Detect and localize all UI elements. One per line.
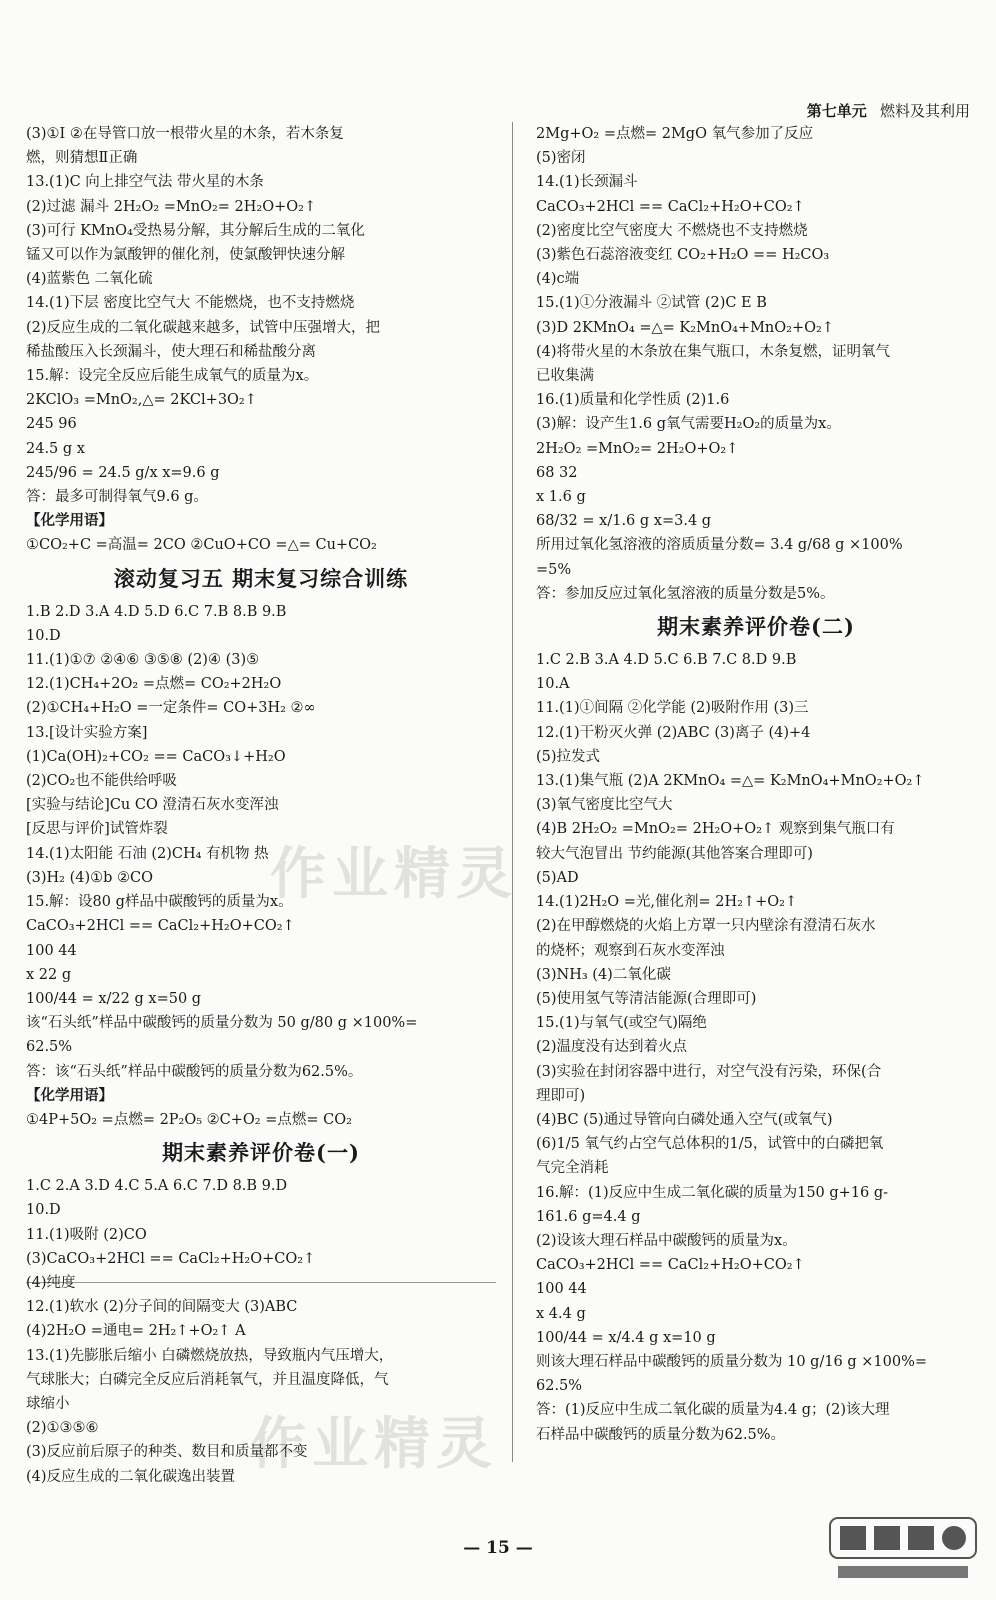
answer-line: (3)①Ⅰ ②在导管口放一根带火星的木条，若木条复 xyxy=(26,126,344,142)
answer-line: (3)D 2KMnO₄ =△= K₂MnO₄+MnO₂+O₂↑ xyxy=(536,319,834,336)
answer-line: 13.(1)集气瓶 (2)A 2KMnO₄ =△= K₂MnO₄+MnO₂+O₂↑ xyxy=(536,773,925,790)
answer-line: 答：最多可制得氧气9.6 g。 xyxy=(26,489,208,506)
answer-line: 较大气泡冒出 节约能源(其他答案合理即可) xyxy=(536,845,813,862)
answer-line: 稀盐酸压入长颈漏斗，使大理石和稀盐酸分离 xyxy=(26,343,316,360)
answer-line: 245/96 = 24.5 g/x x=9.6 g xyxy=(26,464,220,481)
answer-line: 15.解：设80 g样品中碳酸钙的质量为x。 xyxy=(26,894,293,911)
answer-line: (5)使用氢气等清洁能源(合理即可) xyxy=(536,990,757,1007)
answer-line: 该“石头纸”样品中碳酸钙的质量分数为 50 g/80 g ×100%= xyxy=(26,1015,418,1032)
answer-line: [实验与结论]Cu CO 澄清石灰水变浑浊 xyxy=(26,797,279,814)
answer-line: 石样品中碳酸钙的质量分数为62.5%。 xyxy=(536,1426,786,1443)
answer-line: (2)密度比空气密度大 不燃烧也不支持燃烧 xyxy=(536,222,808,239)
answer-line: (2)①③⑤⑥ xyxy=(26,1420,99,1437)
answer-line: 12.(1)软水 (2)分子间的间隔变大 (3)ABC xyxy=(26,1299,298,1316)
answer-line: (6)1/5 氧气约占空气总体积的1/5，试管中的白磷把氧 xyxy=(536,1136,884,1153)
answer-line: 12.(1)干粉灭火弹 (2)ABC (3)离子 (4)+4 xyxy=(536,724,811,741)
answer-line: (4)纯度 xyxy=(26,1274,76,1291)
answer-line: 15.(1)与氧气(或空气)隔绝 xyxy=(536,1015,707,1032)
answer-line: (2)在甲醇燃烧的火焰上方罩一只内壁涂有澄清石灰水 xyxy=(536,918,876,935)
right-column xyxy=(536,122,976,1447)
answer-line: (3)可行 KMnO₄受热易分解，其分解后生成的二氧化 xyxy=(26,222,365,239)
answer-line: 100/44 = x/4.4 g x=10 g xyxy=(536,1329,716,1346)
watermark-text-2: 作业精灵 xyxy=(250,1411,498,1477)
section-title: 期末素养评价卷(一) xyxy=(162,1140,360,1166)
answer-line: 62.5% xyxy=(536,1378,583,1395)
unit-title: 第七单元 xyxy=(806,102,867,120)
answer-line: 10.D xyxy=(26,1202,61,1219)
answer-line: 15.解：设完全反应后能生成氧气的质量为x。 xyxy=(26,368,319,385)
answer-line: (3)H₂ (4)①b ②CO xyxy=(26,869,154,886)
answer-line: (4)反应生成的二氧化碳逸出装置 xyxy=(26,1468,236,1485)
answer-line: (3)氧气密度比空气大 xyxy=(536,797,673,814)
answer-line: 100/44 = x/22 g x=50 g xyxy=(26,990,202,1007)
column-divider xyxy=(512,122,513,1462)
answer-line: [反思与评价]试管炸裂 xyxy=(26,821,168,838)
answer-line: 68 32 xyxy=(536,464,578,481)
answer-line: (4)将带火星的木条放在集气瓶口，木条复燃，证明氧气 xyxy=(536,343,891,360)
answer-line: 14.(1)长颈漏斗 xyxy=(536,174,638,191)
answer-line: 100 44 xyxy=(26,942,77,959)
answer-line: 气球胀大；白磷完全反应后消耗氧气，并且温度降低，气 xyxy=(26,1371,389,1388)
answer-line: =5% xyxy=(536,561,572,578)
answer-line: 11.(1)①间隔 ②化学能 (2)吸附作用 (3)三 xyxy=(536,700,809,717)
answer-line: (5)AD xyxy=(536,869,579,886)
answer-line: CaCO₃+2HCl == CaCl₂+H₂O+CO₂↑ xyxy=(536,198,805,215)
answer-line: (3)反应前后原子的种类、数目和质量都不变 xyxy=(26,1444,308,1461)
unit-name: 燃料及其利用 xyxy=(879,102,970,120)
answer-line: 【化学用语】 xyxy=(26,512,113,530)
answer-line: (4)BC (5)通过导管向白磷处通入空气(或氧气) xyxy=(536,1111,833,1128)
answer-line: (2)CO₂也不能供给呼吸 xyxy=(26,773,177,790)
page-header xyxy=(807,100,970,121)
answer-line: (3)解：设产生1.6 g氧气需要H₂O₂的质量为x。 xyxy=(536,416,841,433)
answer-line: 161.6 g=4.4 g xyxy=(536,1208,641,1225)
answer-line: CaCO₃+2HCl == CaCl₂+H₂O+CO₂↑ xyxy=(26,918,295,935)
answer-line: x 22 g xyxy=(26,966,72,983)
watermark-text: 作业精灵 xyxy=(270,841,518,907)
answer-line: 62.5% xyxy=(26,1039,73,1056)
answer-line: (3)紫色石蕊溶液变红 CO₂+H₂O == H₂CO₃ xyxy=(536,247,830,264)
answer-line: 11.(1)①⑦ ②④⑥ ③⑤⑧ (2)④ (3)⑤ xyxy=(26,652,260,669)
answer-line: ①CO₂+C =高温= 2CO ②CuO+CO =△= Cu+CO₂ xyxy=(26,537,377,554)
answer-line: (2)反应生成的二氧化碳越来越多，试管中压强增大，把 xyxy=(26,319,381,336)
answer-line: 答：参加反应过氧化氢溶液的质量分数是5%。 xyxy=(536,585,835,602)
brand-logo-icon xyxy=(828,1516,978,1586)
answer-line: 14.(1)太阳能 石油 (2)CH₄ 有机物 热 xyxy=(26,845,269,862)
answer-line: (2)①CH₄+H₂O =一定条件= CO+3H₂ ②∞ xyxy=(26,700,316,717)
answer-line: (3)实验在封闭容器中进行，对空气没有污染，环保(合 xyxy=(536,1063,882,1080)
answer-line: 的烧杯；观察到石灰水变浑浊 xyxy=(536,942,725,959)
answer-line: 球缩小 xyxy=(26,1395,70,1412)
answer-line: 11.(1)吸附 (2)CO xyxy=(26,1226,147,1243)
answer-line: 已收集满 xyxy=(536,368,594,385)
left-column xyxy=(26,122,496,1489)
answer-line: 1.C 2.A 3.D 4.C 5.A 6.C 7.D 8.B 9.D xyxy=(26,1178,288,1195)
answer-line: x 4.4 g xyxy=(536,1305,586,1322)
answer-line: 答：该“石头纸”样品中碳酸钙的质量分数为62.5%。 xyxy=(26,1063,363,1080)
answer-line: 2Mg+O₂ =点燃= 2MgO 氧气参加了反应 xyxy=(536,126,814,142)
answer-line: 245 96 xyxy=(26,416,77,433)
answer-line: (4)c端 xyxy=(536,271,580,288)
answer-line: 理即可) xyxy=(536,1087,586,1104)
answer-line: x 1.6 g xyxy=(536,489,586,506)
answer-line: 100 44 xyxy=(536,1281,587,1298)
answer-line: (4)B 2H₂O₂ =MnO₂= 2H₂O+O₂↑ 观察到集气瓶口有 xyxy=(536,821,895,838)
answer-line: 14.(1)2H₂O =光,催化剂= 2H₂↑+O₂↑ xyxy=(536,894,798,911)
answer-line: 1.C 2.B 3.A 4.D 5.C 6.B 7.C 8.D 9.B xyxy=(536,652,797,669)
answer-line: (1)Ca(OH)₂+CO₂ == CaCO₃↓+H₂O xyxy=(26,748,286,765)
answer-line: 【化学用语】 xyxy=(26,1086,113,1104)
answer-line: (5)拉发式 xyxy=(536,748,601,765)
answer-line: 16.(1)质量和化学性质 (2)1.6 xyxy=(536,392,730,409)
section-title: 期末素养评价卷(二) xyxy=(657,614,855,640)
answer-line: (2)设该大理石样品中碳酸钙的质量为x。 xyxy=(536,1232,797,1249)
answer-line: 16.解：(1)反应中生成二氧化碳的质量为150 g+16 g- xyxy=(536,1184,889,1201)
answer-line: ①4P+5O₂ =点燃= 2P₂O₅ ②C+O₂ =点燃= CO₂ xyxy=(26,1111,352,1128)
answer-line: 10.D xyxy=(26,627,61,644)
answer-line: CaCO₃+2HCl == CaCl₂+H₂O+CO₂↑ xyxy=(536,1257,805,1274)
answer-line: 14.(1)下层 密度比空气大 不能燃烧，也不支持燃烧 xyxy=(26,295,355,312)
answer-line: 1.B 2.D 3.A 4.D 5.D 6.C 7.B 8.B 9.B xyxy=(26,603,287,620)
answer-line: 气完全消耗 xyxy=(536,1160,609,1177)
answer-line: 68/32 = x/1.6 g x=3.4 g xyxy=(536,513,712,530)
answer-line: 锰又可以作为氯酸钾的催化剂，使氯酸钾快速分解 xyxy=(26,247,345,264)
answer-line: 则该大理石样品中碳酸钙的质量分数为 10 g/16 g ×100%= xyxy=(536,1353,928,1370)
page-number: — 15 — xyxy=(463,1538,533,1558)
answer-line: 答：(1)反应中生成二氧化碳的质量为4.4 g；(2)该大理 xyxy=(536,1402,890,1419)
answer-line: (2)过滤 漏斗 2H₂O₂ =MnO₂= 2H₂O+O₂↑ xyxy=(26,198,317,215)
answer-line: 2H₂O₂ =MnO₂= 2H₂O+O₂↑ xyxy=(536,440,739,457)
answer-line: 15.(1)①分液漏斗 ②试管 (2)C E B xyxy=(536,295,767,312)
answer-line: (2)温度没有达到着火点 xyxy=(536,1039,688,1056)
section-title: 滚动复习五 期末复习综合训练 xyxy=(113,565,409,591)
answer-line: 所用过氧化氢溶液的溶质质量分数= 3.4 g/68 g ×100% xyxy=(536,537,903,554)
answer-line: (5)密闭 xyxy=(536,150,586,167)
answer-line: 2KClO₃ =MnO₂,△= 2KCl+3O₂↑ xyxy=(26,392,257,409)
answer-line: (3)CaCO₃+2HCl == CaCl₂+H₂O+CO₂↑ xyxy=(26,1250,316,1267)
answer-line: 燃，则猜想Ⅱ正确 xyxy=(26,150,138,167)
answer-line: 13.(1)先膨胀后缩小 白磷燃烧放热，导致瓶内气压增大， xyxy=(26,1347,394,1364)
answer-line: (4)2H₂O =通电= 2H₂↑+O₂↑ A xyxy=(26,1323,246,1340)
answer-line: (3)NH₃ (4)二氧化碳 xyxy=(536,966,671,983)
answer-line: 24.5 g x xyxy=(26,440,85,457)
answer-line: 13.(1)C 向上排空气法 带火星的木条 xyxy=(26,174,264,191)
answer-line: (4)蓝紫色 二氧化硫 xyxy=(26,271,153,288)
answer-line: 10.A xyxy=(536,676,570,693)
answer-line: 13.[设计实验方案] xyxy=(26,724,148,741)
answer-line: 12.(1)CH₄+2O₂ =点燃= CO₂+2H₂O xyxy=(26,676,282,693)
